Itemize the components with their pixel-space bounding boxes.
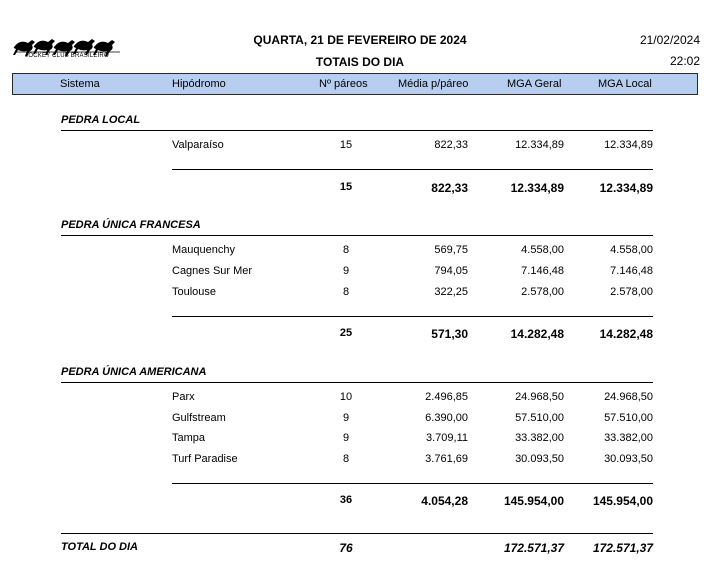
hipodromo-cell: Parx [172,391,195,403]
col-mga-local: MGA Local [598,78,652,90]
mga-local-cell: 4.558,00 [610,244,653,256]
mga-geral-cell: 57.510,00 [515,412,564,424]
report-date: 21/02/2024 [639,33,700,47]
mga-local-cell: 30.093,50 [604,453,653,465]
subtotal-mga-geral: 14.282,48 [510,327,564,341]
media-cell: 569,75 [434,244,468,256]
total-label: TOTAL DO DIA [61,541,138,553]
page-subtitle: TOTAIS DO DIA [315,55,405,69]
total-divider [61,533,653,534]
subtotal-pareos: 15 [339,181,353,193]
mga-geral-cell: 12.334,89 [515,139,564,151]
col-pareos: Nº páreos [319,78,368,90]
subtotal-mga-local: 14.282,48 [599,327,653,341]
col-media: Média p/páreo [398,78,469,90]
mga-local-cell: 57.510,00 [604,412,653,424]
section-divider [61,235,653,236]
mga-local-cell: 7.146,48 [610,265,653,277]
subtotal-media: 4.054,28 [421,494,468,508]
mga-geral-cell: 24.968,50 [515,391,564,403]
subtotal-mga-geral: 145.954,00 [503,494,564,508]
subtotal-mga-local: 145.954,00 [592,494,653,508]
media-cell: 322,25 [434,286,468,298]
media-cell: 794,05 [434,265,468,277]
pareos-cell: 10 [339,391,353,403]
subtotal-pareos: 25 [339,327,353,339]
hipodromo-cell: Mauquenchy [172,244,235,256]
section-title: PEDRA ÚNICA FRANCESA [61,219,201,231]
hipodromo-cell: Gulfstream [172,412,226,424]
mga-geral-cell: 4.558,00 [521,244,564,256]
total-mga-local: 172.571,37 [592,541,653,555]
section-title: PEDRA ÚNICA AMERICANA [61,366,207,378]
subtotal-mga-local: 12.334,89 [599,181,653,195]
media-cell: 822,33 [434,139,468,151]
total-mga-geral: 172.571,37 [503,541,564,555]
subtotal-pareos: 36 [339,494,353,506]
media-cell: 3.709,11 [425,432,468,444]
pareos-cell: 15 [339,139,353,151]
pareos-cell: 9 [342,432,350,444]
pareos-cell: 9 [342,265,350,277]
col-mga-geral: MGA Geral [507,78,562,90]
section-title: PEDRA LOCAL [61,114,141,126]
pareos-cell: 8 [342,244,350,256]
subtotal-divider [172,483,653,484]
hipodromo-cell: Toulouse [172,286,217,298]
mga-geral-cell: 2.578,00 [521,286,564,298]
mga-local-cell: 33.382,00 [604,432,653,444]
mga-geral-cell: 7.146,48 [521,265,564,277]
mga-geral-cell: 30.093,50 [515,453,564,465]
subtotal-divider [172,316,653,317]
column-header-bar [12,73,698,95]
hipodromo-cell: Turf Paradise [172,453,238,465]
media-cell: 6.390,00 [425,412,468,424]
col-sistema: Sistema [60,78,100,90]
report-time: 22:02 [669,54,700,68]
logo-text: JOCKEY CLUB BRASILEIRO [25,53,109,59]
pareos-cell: 8 [342,286,350,298]
page-title: QUARTA, 21 DE FEVEREIRO DE 2024 [253,33,467,47]
mga-local-cell: 24.968,50 [604,391,653,403]
media-cell: 2.496,85 [425,391,468,403]
mga-local-cell: 12.334,89 [604,139,653,151]
section-divider [61,130,653,131]
subtotal-divider [172,169,653,170]
section-divider [61,382,653,383]
subtotal-media: 822,33 [431,181,468,195]
pareos-cell: 9 [342,412,350,424]
hipodromo-cell: Tampa [172,432,206,444]
hipodromo-cell: Cagnes Sur Mer [172,265,253,277]
mga-geral-cell: 33.382,00 [515,432,564,444]
subtotal-mga-geral: 12.334,89 [510,181,564,195]
media-cell: 3.761,69 [425,453,468,465]
col-hipodromo: Hipódromo [172,78,226,90]
hipodromo-cell: Valparaíso [172,139,224,151]
pareos-cell: 8 [342,453,350,465]
total-pareos: 76 [339,541,353,555]
mga-local-cell: 2.578,00 [610,286,653,298]
subtotal-media: 571,30 [431,327,468,341]
